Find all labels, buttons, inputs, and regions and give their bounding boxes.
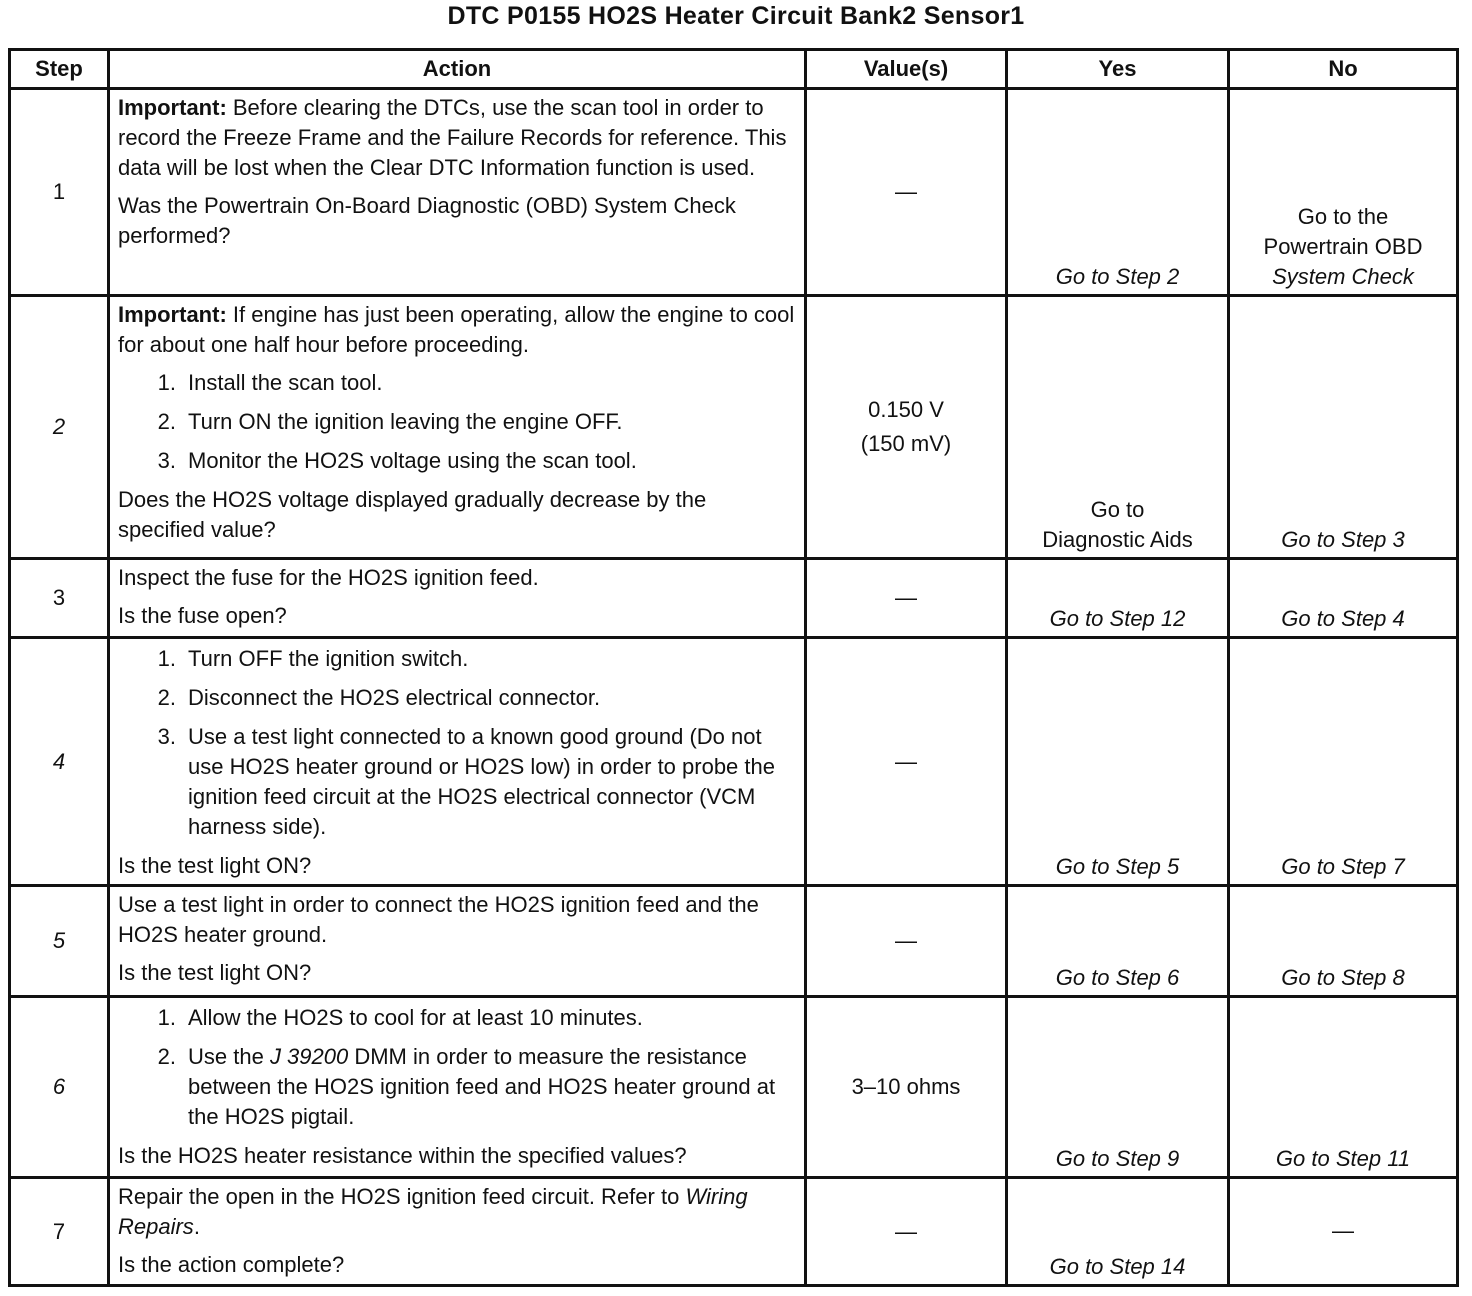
item-text-pre: Use the: [188, 1044, 270, 1069]
item-number: 2.: [157, 409, 176, 434]
step-number: 2: [10, 296, 109, 559]
list-item: [118, 446, 798, 476]
no-cell: Go to Step 3: [1229, 296, 1458, 559]
list-item: [118, 368, 798, 398]
item-text: Monitor the HO2S voltage using the scan tool.: [188, 448, 637, 473]
step-number: 4: [10, 638, 109, 886]
no-cell: —: [1229, 1178, 1458, 1286]
list-item: [118, 1042, 798, 1132]
important-note: [118, 93, 798, 183]
value-line: (150 mV): [860, 431, 952, 456]
item-text-post: DMM in order to measure the resistance between the HO2S ignition feed and HO2S heater ground at the HO2S pigtail.: [188, 1044, 776, 1129]
item-text: Use a test light connected to a known good ground (Do not use HO2S heater ground or HO2S low) in order to probe the ignition feed circuit at the HO2S electrical connector (VCM harness side).: [188, 724, 775, 839]
yes-line: Diagnostic Aids: [1042, 527, 1193, 552]
procedure-list: [118, 368, 798, 476]
list-item: [118, 407, 798, 437]
question-text: Is the test light ON?: [118, 960, 312, 985]
item-number: 2.: [157, 1044, 176, 1069]
question-text: Is the fuse open?: [118, 603, 287, 628]
action-text: [118, 1182, 798, 1242]
no-cell: Go to Step 7: [1229, 638, 1458, 886]
table-row: [10, 638, 1458, 886]
yes-cell: Go to Step 12: [1007, 559, 1229, 638]
question-text: Does the HO2S voltage displayed gradually decrease by the specified value?: [118, 487, 707, 542]
question-text: Is the action complete?: [118, 1252, 345, 1277]
step-number: 5: [10, 886, 109, 997]
no-line: Go to the: [1297, 204, 1389, 229]
important-text: If engine has just been operating, allow the engine to cool for about one half hour before proceeding.: [118, 302, 795, 357]
question-text: Is the HO2S heater resistance within the specified values?: [118, 1143, 687, 1168]
action-cell: [109, 559, 806, 638]
item-text: Turn ON the ignition leaving the engine OFF.: [188, 409, 623, 434]
no-cell: Go to Step 4: [1229, 559, 1458, 638]
header-yes: Yes: [1007, 50, 1229, 89]
step-number: 6: [10, 997, 109, 1178]
no-cell: Go to Step 11: [1229, 997, 1458, 1178]
action-text-post: .: [193, 1214, 200, 1239]
value-cell: —: [806, 886, 1007, 997]
item-text: Allow the HO2S to cool for at least 10 minutes.: [188, 1005, 643, 1030]
no-line: Powertrain OBD: [1263, 234, 1423, 259]
diagnostic-table: [8, 48, 1459, 1287]
yes-cell: [1007, 296, 1229, 559]
action-cell: [109, 296, 806, 559]
table-row: [10, 886, 1458, 997]
action-cell: [109, 1178, 806, 1286]
value-line: 0.150 V: [868, 397, 944, 422]
no-cell: [1229, 89, 1458, 296]
item-text: Turn OFF the ignition switch.: [188, 646, 469, 671]
no-cell: Go to Step 8: [1229, 886, 1458, 997]
important-label: Important:: [118, 302, 227, 327]
header-values: Value(s): [806, 50, 1007, 89]
item-text: Install the scan tool.: [188, 370, 383, 395]
no-line: System Check: [1272, 264, 1414, 289]
item-number: 1.: [157, 370, 176, 395]
page-title: DTC P0155 HO2S Heater Circuit Bank2 Sensor1: [447, 2, 1025, 30]
list-item: [118, 644, 798, 674]
value-cell: —: [806, 1178, 1007, 1286]
yes-cell: Go to Step 6: [1007, 886, 1229, 997]
table-row: [10, 997, 1458, 1178]
table-header-row: [10, 50, 1458, 89]
action-cell: [109, 638, 806, 886]
step-number: 7: [10, 1178, 109, 1286]
action-cell: [109, 89, 806, 296]
item-number: 3.: [157, 724, 176, 749]
table-row: [10, 1178, 1458, 1286]
yes-line: Go to: [1090, 497, 1145, 522]
header-action: Action: [109, 50, 806, 89]
important-text: Before clearing the DTCs, use the scan tool in order to record the Freeze Frame and the Failure Records for reference. This data will be lost when the Clear DTC Information function is used.: [118, 95, 787, 180]
list-item: [118, 722, 798, 842]
item-number: 1.: [157, 646, 176, 671]
item-text: Disconnect the HO2S electrical connector.: [188, 685, 601, 710]
action-cell: [109, 886, 806, 997]
table-row: [10, 296, 1458, 559]
reference-link: Wiring Repairs: [118, 1184, 748, 1239]
tool-reference: J 39200: [269, 1044, 349, 1069]
value-cell: —: [806, 559, 1007, 638]
yes-cell: Go to Step 5: [1007, 638, 1229, 886]
item-number: 2.: [157, 685, 176, 710]
action-cell: [109, 997, 806, 1178]
question-text: Is the test light ON?: [118, 853, 312, 878]
step-number: 3: [10, 559, 109, 638]
question-text: Was the Powertrain On-Board Diagnostic (OBD) System Check performed?: [118, 193, 736, 248]
procedure-list: [118, 1003, 798, 1132]
action-text: Inspect the fuse for the HO2S ignition feed.: [118, 565, 539, 590]
item-number: 3.: [157, 448, 176, 473]
item-number: 1.: [157, 1005, 176, 1030]
important-label: Important:: [118, 95, 227, 120]
important-note: [118, 300, 798, 360]
action-text: Use a test light in order to connect the HO2S ignition feed and the HO2S heater ground.: [118, 892, 759, 947]
yes-cell: Go to Step 2: [1007, 89, 1229, 296]
header-step: Step: [10, 50, 109, 89]
value-cell: —: [806, 638, 1007, 886]
table-row: [10, 89, 1458, 296]
yes-cell: Go to Step 9: [1007, 997, 1229, 1178]
value-cell: 3–10 ohms: [806, 997, 1007, 1178]
list-item: [118, 1003, 798, 1033]
list-item: [118, 683, 798, 713]
yes-cell: Go to Step 14: [1007, 1178, 1229, 1286]
header-no: No: [1229, 50, 1458, 89]
value-cell: —: [806, 89, 1007, 296]
step-number: 1: [10, 89, 109, 296]
table-row: [10, 559, 1458, 638]
value-cell: [806, 296, 1007, 559]
procedure-list: [118, 644, 798, 842]
action-text-pre: Repair the open in the HO2S ignition feed circuit. Refer to: [118, 1184, 686, 1209]
